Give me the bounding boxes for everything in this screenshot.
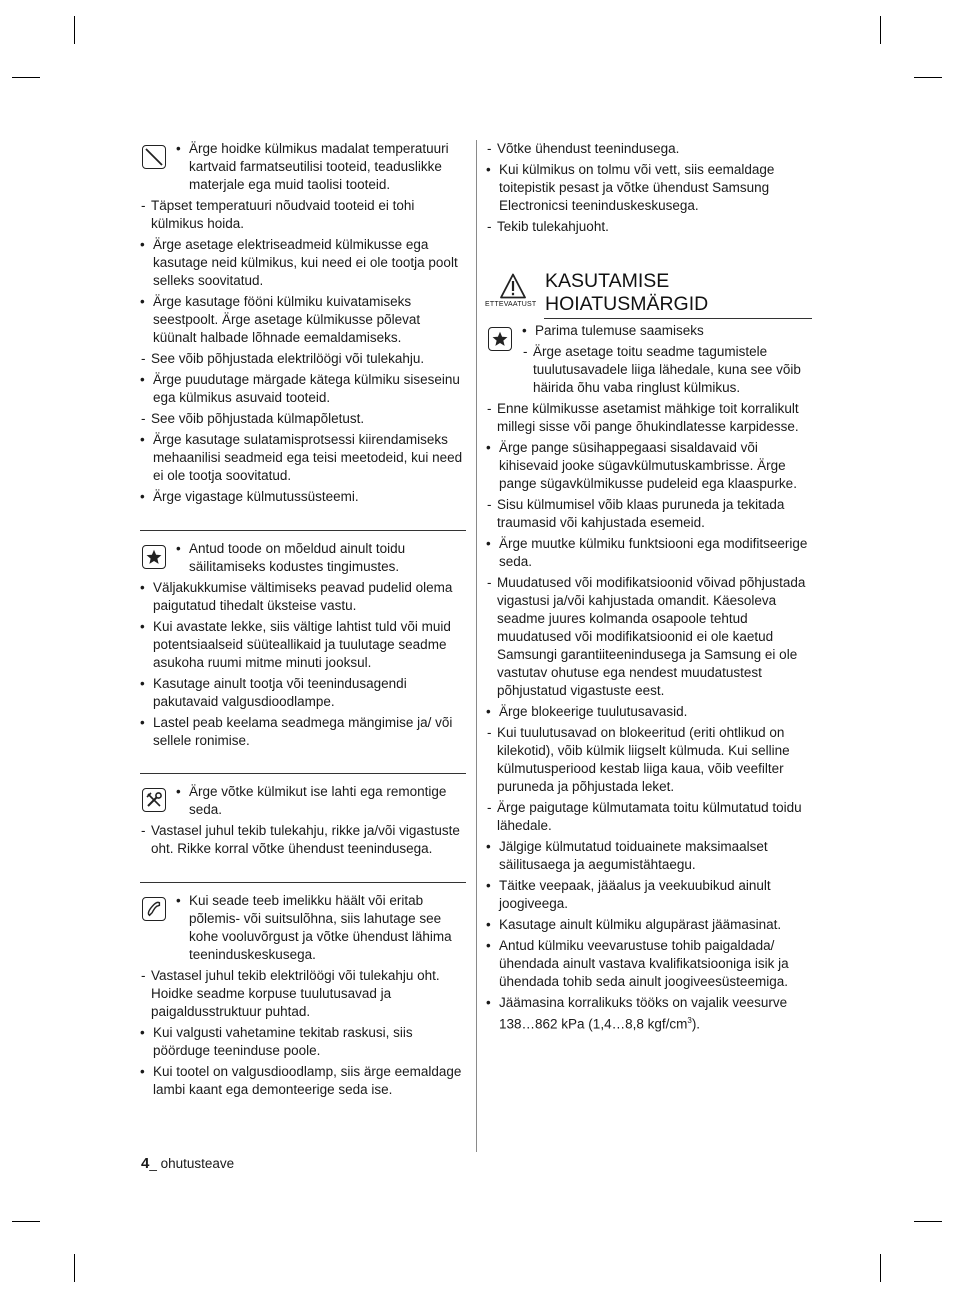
bullet-item: • Väljakukkumise vältimiseks peavad pudelid olema paigutatud tihedalt üksteise vastu.: [140, 579, 466, 615]
crop-mark: [880, 1254, 881, 1282]
bullet-item: • Täitke veepaak, jääalus ja veekuubikud ainult joogiveega.: [486, 877, 812, 913]
crop-mark: [914, 77, 942, 78]
bullet-item: • Ärge vigastage külmutussüsteemi.: [140, 488, 466, 506]
divider: [140, 530, 466, 531]
page-number: 4: [141, 1155, 150, 1172]
title-line: KASUTAMISE: [545, 270, 670, 292]
list: [486, 322, 812, 397]
crop-mark: [880, 16, 881, 44]
list: [140, 540, 466, 750]
list: [486, 140, 812, 236]
divider: [140, 773, 466, 774]
dash-note: - Muudatused või modifikatsioonid võivad põhjustada vigastusi ja/või kahjustada omandit. Käesoleva seadme juures kolmanda osapoole tehtud muudatused või modifikatsioonid ei ole kaetud Samsungi garantiiteenindusega ja Samsung ei ole vastutav ohutuse ega nendest muudatustest põhjustatud vigastuste eest.: [486, 574, 812, 700]
section-name: _ ohutusteave: [149, 1156, 235, 1171]
bullet-item: • Ärge pange süsihappegaasi sisaldavaid või kihisevaid jooke sügavkülmutuskambrisse. Ärge pange sügavkülmikusse pudeleid ega klaaspurke.: [486, 439, 812, 493]
dash-note: - Tekib tulekahjuoht.: [486, 218, 812, 236]
bullet-item: • Ärge võtke külmikut ise lahti ega remontige seda.: [176, 783, 466, 819]
bullet-item: • Ärge hoidke külmikus madalat temperatuuri kartvaid farmatseutilisi tooteid, teaduslikke materjale ega muid taolisi tooteid.: [176, 140, 466, 194]
dash-note: - Vastasel juhul tekib tulekahju, rikke ja/või vigastuste oht. Rikke korral võtke ühendust teenindusega.: [140, 822, 466, 858]
section-prohibited: [140, 140, 466, 506]
bullet-item: • Antud toode on mõeldud ainult toidu säilitamiseks kodustes tingimustes.: [176, 540, 466, 576]
left-column: [140, 140, 466, 1102]
crop-mark: [12, 77, 40, 78]
section-important: [140, 540, 466, 750]
bullet-item: • Jälgige külmutatud toiduainete maksimaalset säilitusaega ja aegumistähtaegu.: [486, 838, 812, 874]
bullet-item: • Kui tootel on valgusdioodlamp, siis ärge eemaldage lambi kaant ega demonteerige seda ise.: [140, 1063, 466, 1099]
warning-label: ETTEVAATUST: [485, 301, 537, 308]
tools-prohibited-icon: [142, 788, 166, 812]
bullet-item: • Kui avastate lekke, siis vältige lahtist tuld või muid potentsiaalseid süüteallikaid ja tuulutage seadme asukoha ruumi mitme minuti jooksul.: [140, 618, 466, 672]
bullet-item: • Jäämasina korralikuks tööks on vajalik veesurve 138…862 kPa (1,4…8,8 kgf/$cm^3$).: [486, 994, 812, 1034]
list: [486, 400, 812, 1034]
bullet-item: • Ärge puudutage märgade kätega külmiku siseseinu ega külmikus asuvaid tooteid.: [140, 371, 466, 407]
bullet-item: • Antud külmiku veevarustuse tohib paigaldada/ ühendada ainult vastava kvalifikatsiooniga isik ja ühendada tohib seda ainult joogiveesüsteemiga.: [486, 937, 812, 991]
list: [140, 892, 466, 1099]
list: [140, 783, 466, 858]
bullet-item: • Kui seade teeb imelikku häält või eritab põlemis- või suitsulõhna, siis lahutage see kohe vooluvõrgust ja võtke ühendust lähima teeninduskeskusega.: [176, 892, 466, 964]
section-do-not-disassemble: [140, 783, 466, 858]
section-best-results: [486, 322, 812, 397]
crop-mark: [74, 1254, 75, 1282]
right-column: [486, 140, 812, 1037]
dash-note: - Ärge asetage toitu seadme tagumistele tuulutusavadele liiga lähedale, kuna see võib häirida õhu vaba ringlust külmikus.: [522, 343, 812, 397]
bullet-item: • Kasutage ainult tootja või teenindusagendi pakutavaid valgusdioodlampe.: [140, 675, 466, 711]
title-underline: [544, 318, 812, 319]
crop-mark: [74, 16, 75, 44]
section-title: [545, 270, 708, 316]
bullet-item: • Parima tulemuse saamiseks: [522, 322, 812, 340]
warning-icon: [500, 273, 526, 299]
dash-note: - Kui tuulutusavad on blokeeritud (eriti ohtlikud on kilekotid), võib külmik liigselt külmuda. Kui selline külmutusperiood kestab liiga kaua, võib veefilter puruneda ja põhjustada leket.: [486, 724, 812, 796]
bullet-item: • Ärge blokeerige tuulutusavasid.: [486, 703, 812, 721]
section-heading: [486, 270, 812, 318]
bullet-item: • Lastel peab keelama seadmega mängimise ja/ või sellele ronimise.: [140, 714, 466, 750]
dash-note: - See võib põhjustada külmapõletust.: [140, 410, 466, 428]
dash-note: - Võtke ühendust teenindusega.: [486, 140, 812, 158]
divider: [140, 882, 466, 883]
dash-note: - See võib põhjustada elektrilöögi või tulekahju.: [140, 350, 466, 368]
section-contact-service: [140, 892, 466, 1099]
star-icon: [488, 327, 512, 351]
dash-note: - Ärge paigutage külmutamata toitu külmutatud toidu lähedale.: [486, 799, 812, 835]
bullet-item: • Ärge muutke külmiku funktsiooni ega modifitseerige seda.: [486, 535, 812, 571]
dash-note: - Enne külmikusse asetamist mähkige toit korralikult millegi sisse või pange õhukindlatesse karpidesse.: [486, 400, 812, 436]
dash-note: - Täpset temperatuuri nõudvaid tooteid ei tohi külmikus hoida.: [140, 197, 466, 233]
bullet-item: • Kasutage ainult külmiku algupärast jäämasinat.: [486, 916, 812, 934]
dash-note: - Vastasel juhul tekib elektrilöögi või tulekahju oht. Hoidke seadme korpuse tuulutusavad ja paigaldusstruktuur puhtad.: [140, 967, 466, 1021]
crop-mark: [12, 1221, 40, 1222]
phone-icon: [142, 897, 166, 921]
bullet-item: • Ärge kasutage sulatamisprotsessi kiirendamiseks mehaanilisi seadmeid ega teisi meetodeid, kui need ei ole tootja soovitatud.: [140, 431, 466, 485]
dash-note: - Sisu külmumisel võib klaas puruneda ja tekitada traumasid või kahjustada esemeid.: [486, 496, 812, 532]
crop-mark: [914, 1221, 942, 1222]
bullet-item: • Ärge kasutage fööni külmiku kuivatamiseks seestpoolt. Ärge asetage külmikusse põlevat küünalt halbade lõhnade eemaldamiseks.: [140, 293, 466, 347]
page-footer: [141, 1155, 234, 1172]
list: [140, 140, 466, 506]
bullet-item: • Ärge asetage elektriseadmeid külmikusse ega kasutage neid külmikus, kui need ei ole tootja poolt selleks soovitatud.: [140, 236, 466, 290]
title-line: HOIATUSMÄRGID: [545, 293, 709, 315]
bullet-item: • Kui külmikus on tolmu või vett, siis eemaldage toitepistik pesast ja võtke ühendust Samsung Electronicsi teeninduskeskusega.: [486, 161, 812, 215]
prohibited-icon: [142, 145, 166, 169]
column-divider: [476, 140, 477, 1152]
star-icon: [142, 545, 166, 569]
bullet-item: • Kui valgusti vahetamine tekitab raskusi, siis pöörduge teeninduse poole.: [140, 1024, 466, 1060]
